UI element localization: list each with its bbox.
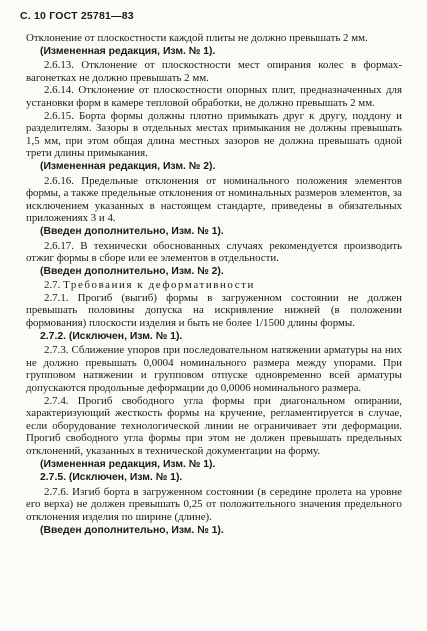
paragraph: Отклонение от плоскостности каждой плиты не должно превышать 2 мм. <box>26 32 368 44</box>
clause-2-6-14: 2.6.14. Отклонение от плоскостности опорных плит, предназначенных для установки форм в камере тепловой обработки, не должно превышать 2 мм. <box>26 84 402 109</box>
amendment-note: (Введен дополнительно, Изм. № 1). <box>40 524 224 536</box>
clause-2-7-6: 2.7.6. Изгиб борта в загруженном состоянии (в середине пролета на уровне его верха) не должен превышать 0,25 от положительного значения предельного отклонения изделия по ширине (длине). <box>26 485 402 523</box>
clause-2-7-4: 2.7.4. Прогиб свободного угла формы при диагональном опирании, характеризующий жесткость формы на кручение, регламентируется в случае, если оборудование технологической линии не ограничивает эти деформации. Прогиб свободного угла формы при этом не должен превышать предельных отклонений, указанных в технической документации на форму. <box>26 394 402 457</box>
clause-2-7-3: 2.7.3. Сближение упоров при последовательном натяжении арматуры на них не должно превышать 0,0004 номинального размера между упорами. При групповом натяжении и групповом отпуске одновременно всей арматуры допускаются продольные деформации до 0,0006 номинального размера. <box>26 344 402 395</box>
clause-2-6-13: 2.6.13. Отклонение от плоскостности мест опирания колес в формах-вагонетках не должно превышать 2 мм. <box>26 59 402 84</box>
document-body <box>26 32 402 538</box>
clause-2-7-1: 2.7.1. Прогиб (выгиб) формы в загруженном состоянии не должен превышать половины допуска на искривление нижней (в положении формования) плоскости изделия и быть не более 1/1500 длины формы. <box>26 291 402 330</box>
page-header: С. 10 ГОСТ 25781—83 <box>20 10 134 22</box>
section-heading-2-7 <box>26 279 402 292</box>
amendment-note: (Измененная редакция, Изм. № 2). <box>40 160 216 172</box>
amendment-note: (Измененная редакция, Изм. № 1). <box>40 458 216 470</box>
clause-2-6-16: 2.6.16. Предельные отклонения от номинального положения элементов формы, а также предельные отклонения от номинальных размеров элементов, за исключением указанных в настоящем стандарте, приведены в обязательных приложениях 3 и 4. <box>26 174 402 225</box>
amendment-note: (Введен дополнительно, Изм. № 2). <box>40 265 224 277</box>
section-title: Требования к деформативности <box>63 279 255 292</box>
clause-2-7-5-excluded: 2.7.5. (Исключен, Изм. № 1). <box>40 472 183 484</box>
amendment-note: (Введен дополнительно, Изм. № 1). <box>40 225 224 237</box>
clause-2-6-15: 2.6.15. Борта формы должны плотно примыкать друг к другу, поддону и разделителям. Зазоры в отдельных местах примыкания не должны превышать 1,5 мм, при этом общая длина местных зазоров не должна превышать одной трети длины примыкания. <box>26 109 402 160</box>
clause-2-7-2-excluded: 2.7.2. (Исключен, Изм. № 1). <box>40 330 183 342</box>
amendment-note: (Измененная редакция, Изм. № 1). <box>40 45 216 57</box>
section-number: 2.7. <box>44 279 61 292</box>
clause-2-6-17: 2.6.17. В технически обоснованных случаях рекомендуется производить отжиг формы в сборе или ее элементов в отдельности. <box>26 239 402 265</box>
